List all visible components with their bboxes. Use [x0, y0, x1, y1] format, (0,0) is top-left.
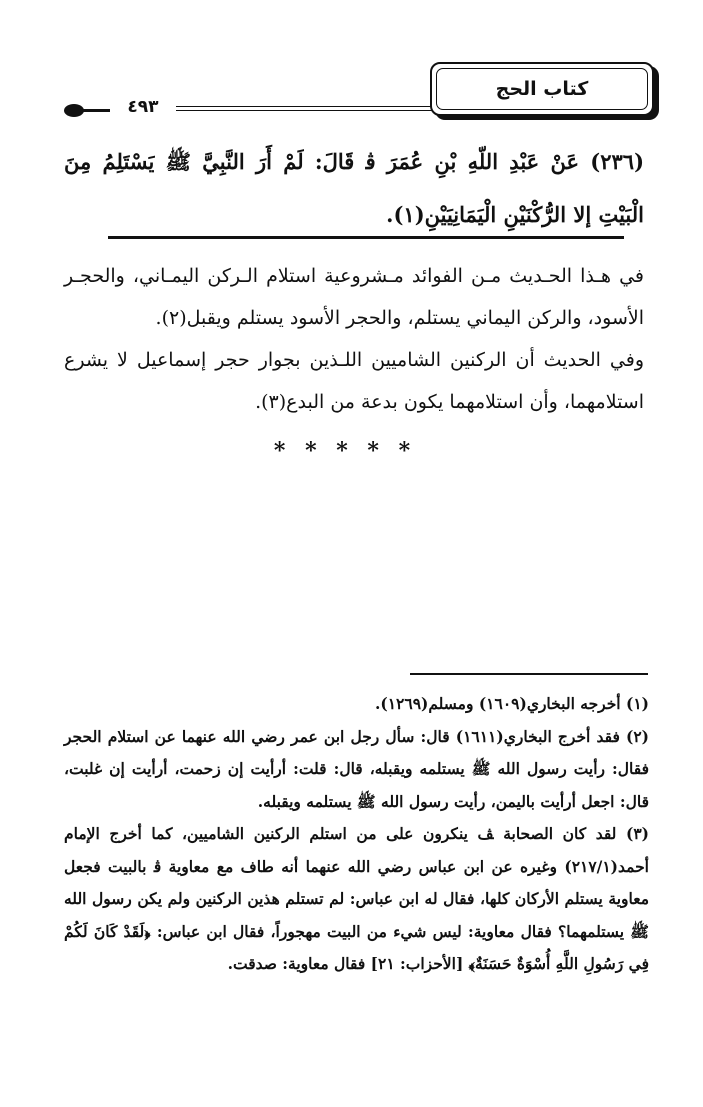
chapter-title: كتاب الحج — [495, 78, 589, 100]
footnote-2: (٢) فقد أخرج البخاري(١٦١١) قال: سأل رجل ابن عمر رضي الله عنهما عن استلام الحجر فقال: رأيت رسول الله ﷺ يستلمه ويقبله، قال: قلت: أرأيت إن زحمت، أرأيت إن غلبت، قال: اجعل أرأيت باليمن، رأيت رسول الله ﷺ يستلمه ويقبله. — [64, 726, 649, 811]
commentary-paragraph-2: وفي الحديث أن الركنين الشاميين اللـذين بجوار حجر إسماعيل لا يشرع استلامهما، وأن استلامهما يكون بدعة من البدع(٣). — [64, 349, 644, 413]
chapter-title-inner-frame — [436, 68, 648, 110]
chapter-title-frame — [430, 62, 654, 116]
page-number: ٤٩٣ — [127, 97, 159, 117]
footnotes — [64, 688, 649, 981]
commentary — [64, 255, 644, 423]
section-divider — [108, 236, 624, 239]
hadith-text: (٢٣٦) عَنْ عَبْدِ اللّهِ بْنِ عُمَرَ ﭬ قَالَ: لَمْ أَرَ النَّبِيَّ ﷺ يَسْتَلِمُ مِنَ الْبَيْتِ إلا الرُّكْنَيْنِ الْيَمَانِيَيْنِ(١). — [64, 149, 644, 227]
header-rule — [176, 106, 432, 111]
footnote-1: (١) أخرجه البخاري(١٦٠٩) ومسلم(١٢٦٩). — [374, 694, 649, 713]
footnote-3: (٣) لقد كان الصحابة ﭫ ينكرون على من استلم الركنين الشاميين، كما أخرج الإمام أحمد(٢١٧/١) وغيره عن ابن عباس رضي الله عنهما أنه طاف مع معاوية ﭬ بالبيت فجعل معاوية يستلم الأركان كلها، فقال له ابن عباس: لم تستلم هذين الركنين ولم يكن رسول الله ﷺ يستلمهما؟ فقال معاوية: ليس شيء من البيت مهجوراً، فقال ابن عباس: ﴿لَقَدْ كَانَ لَكُمْ فِي رَسُولِ اللَّهِ أُسْوَةٌ حَسَنَةٌ﴾ [الأحزاب: ٢١] فقال معاوية: صدقت. — [64, 824, 649, 973]
footnote-divider — [410, 673, 648, 675]
commentary-paragraph-1: في هـذا الحـديث مـن الفوائد مـشروعية استلام الـركن اليمـاني، والحجـر الأسود، والركن اليماني يستلم، والحجر الأسود يستلم ويقبل(٢). — [64, 265, 644, 329]
section-end-stars: * * * * * — [273, 438, 417, 464]
header-ornament-line — [80, 109, 110, 112]
